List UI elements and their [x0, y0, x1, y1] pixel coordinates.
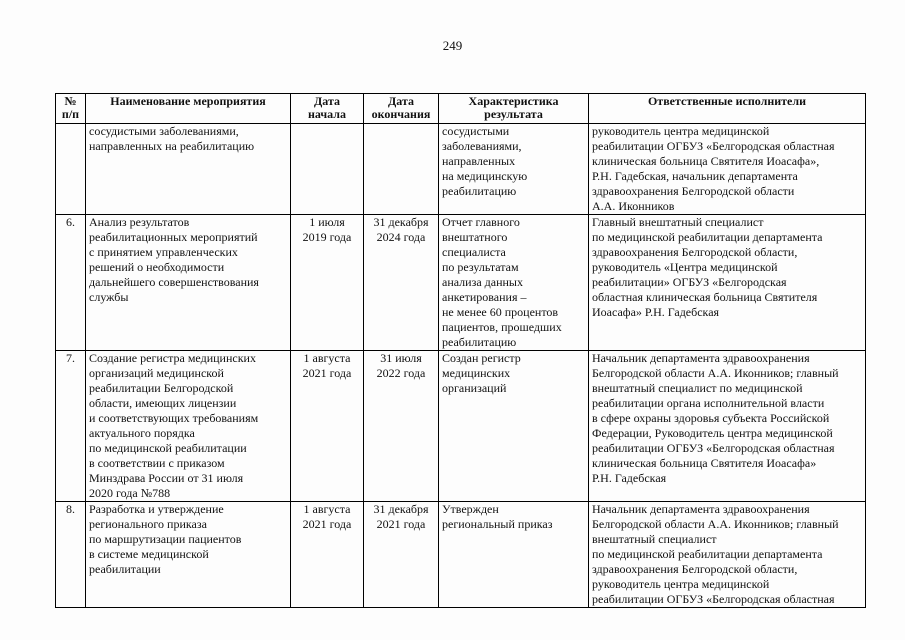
row-name: сосудистыми заболеваниями, направленных на реабилитацию [86, 124, 291, 215]
page-number: 249 [442, 38, 463, 53]
table-row [56, 124, 866, 215]
row-result: Отчет главного внештатного специалиста по результатам анализа данных анкетирования – не менее 60 процентов пациентов, прошедших реабилитацию [439, 215, 589, 351]
table-header-row [56, 94, 866, 124]
header-start-date: Дата начала [291, 94, 364, 124]
row-responsible: Главный внештатный специалист по медицинской реабилитации департамента здравоохранения Белгородской области, руководитель «Центра медицинской реабилитации» ОГБУЗ «Белгородская областная клиническая больница Святителя Иоасафа» Р.Н. Гадебская [589, 215, 866, 351]
row-number [56, 124, 86, 215]
row-start-date: 1 июля 2019 года [291, 215, 364, 351]
table-row [56, 502, 866, 608]
header-responsible: Ответственные исполнители [589, 94, 866, 124]
row-end-date: 31 декабря 2021 года [364, 502, 439, 608]
row-end-date: 31 декабря 2024 года [364, 215, 439, 351]
table-row [56, 215, 866, 351]
table-row [56, 351, 866, 502]
row-result: Утвержден региональный приказ [439, 502, 589, 608]
row-number: 7. [56, 351, 86, 502]
row-name: Анализ результатов реабилитационных мероприятий с принятием управленческих решений о необходимости дальнейшего совершенствования службы [86, 215, 291, 351]
header-result: Характеристика результата [439, 94, 589, 124]
row-result: Создан регистр медицинских организаций [439, 351, 589, 502]
row-number: 8. [56, 502, 86, 608]
measures-table [55, 93, 866, 608]
row-name: Разработка и утверждение регионального приказа по маршрутизации пациентов в системе медицинской реабилитации [86, 502, 291, 608]
row-start-date [291, 124, 364, 215]
row-start-date: 1 августа 2021 года [291, 351, 364, 502]
row-end-date [364, 124, 439, 215]
row-name: Создание регистра медицинских организаций медицинской реабилитации Белгородской области, имеющих лицензии и соответствующих требованиям актуального порядка по медицинской реабилитации в соответствии с приказом Минздрава России от 31 июля 2020 года №788 [86, 351, 291, 502]
row-responsible: руководитель центра медицинской реабилитации ОГБУЗ «Белгородская областная клиническая больница Святителя Иоасафа», Р.Н. Гадебская, начальник департамента здравоохранения Белгородской области А.А. Иконников [589, 124, 866, 215]
header-end-date: Дата окончания [364, 94, 439, 124]
row-end-date: 31 июля 2022 года [364, 351, 439, 502]
row-number: 6. [56, 215, 86, 351]
row-result: сосудистыми заболеваниями, направленных на медицинскую реабилитацию [439, 124, 589, 215]
row-responsible: Начальник департамента здравоохранения Белгородской области А.А. Иконников; главный внештатный специалист по медицинской реабилитации органа исполнительной власти в сфере охраны здоровья субъекта Российской Федерации, Руководитель центра медицинской реабилитации ОГБУЗ «Белгородская областная клиническая больница Святителя Иоасафа» Р.Н. Гадебская [589, 351, 866, 502]
row-start-date: 1 августа 2021 года [291, 502, 364, 608]
header-name: Наименование мероприятия [86, 94, 291, 124]
row-responsible: Начальник департамента здравоохранения Белгородской области А.А. Иконников; главный внештатный специалист по медицинской реабилитации департамента здравоохранения Белгородской области, руководитель центра медицинской реабилитации ОГБУЗ «Белгородская областная [589, 502, 866, 608]
header-num: № п/п [56, 94, 86, 124]
